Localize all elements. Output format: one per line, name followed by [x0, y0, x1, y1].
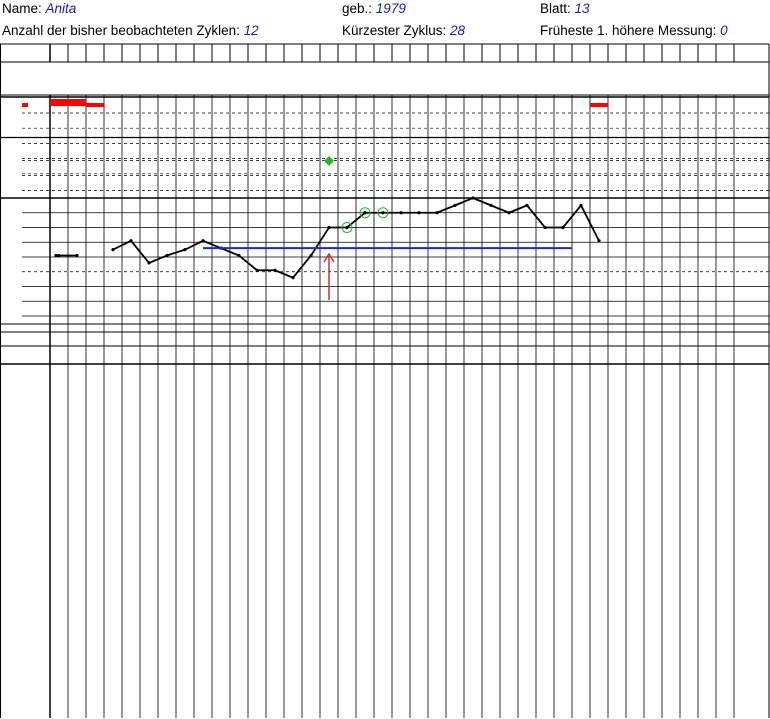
temperature-point — [291, 276, 294, 279]
birth-year-label: geb.: — [342, 1, 373, 16]
bleeding-bar — [22, 103, 28, 107]
name-label: Name: — [2, 1, 42, 16]
temperature-point — [525, 204, 528, 207]
temperature-point — [201, 239, 204, 242]
temperature-point — [54, 254, 57, 257]
temperature-point — [111, 248, 114, 251]
temperature-point — [273, 269, 276, 272]
bleeding-bar — [50, 99, 68, 106]
name-value: Anita — [45, 1, 77, 16]
earliest-high-label: Früheste 1. höhere Messung: — [540, 23, 717, 38]
temperature-point — [165, 254, 168, 257]
temperature-point — [363, 211, 366, 214]
sheet-label: Blatt: — [540, 1, 571, 16]
temperature-point — [435, 211, 438, 214]
temperature-point — [75, 254, 78, 257]
temperature-point — [57, 254, 60, 257]
bleeding-bar — [68, 99, 86, 106]
temperature-point — [309, 254, 312, 257]
bleeding-bar — [86, 103, 104, 107]
peak-day-diamond — [324, 156, 334, 166]
temperature-point — [489, 204, 492, 207]
temperature-point — [597, 239, 600, 242]
temperature-point — [543, 226, 546, 229]
temperature-point — [129, 239, 132, 242]
temperature-point — [561, 226, 564, 229]
temperature-point — [417, 211, 420, 214]
temperature-point — [579, 204, 582, 207]
temperature-point — [237, 254, 240, 257]
temperature-point — [453, 204, 456, 207]
temperature-point — [327, 226, 330, 229]
observed-cycles-value: 12 — [243, 23, 259, 38]
temperature-point — [471, 196, 474, 199]
sheet-value: 13 — [574, 1, 590, 16]
earliest-high-value: 0 — [720, 23, 728, 38]
temperature-point — [183, 248, 186, 251]
temperature-point — [399, 211, 402, 214]
temperature-point — [381, 211, 384, 214]
bleeding-bar — [590, 103, 608, 107]
shortest-cycle-value: 28 — [450, 23, 466, 38]
temperature-point — [507, 211, 510, 214]
temperature-point — [147, 261, 150, 264]
temperature-point — [345, 226, 348, 229]
observed-cycles-label: Anzahl der bisher beobachteten Zyklen: — [2, 23, 240, 38]
temperature-point — [255, 269, 258, 272]
shortest-cycle-label: Kürzester Zyklus: — [342, 23, 447, 38]
birth-year-value: 1979 — [375, 1, 406, 16]
